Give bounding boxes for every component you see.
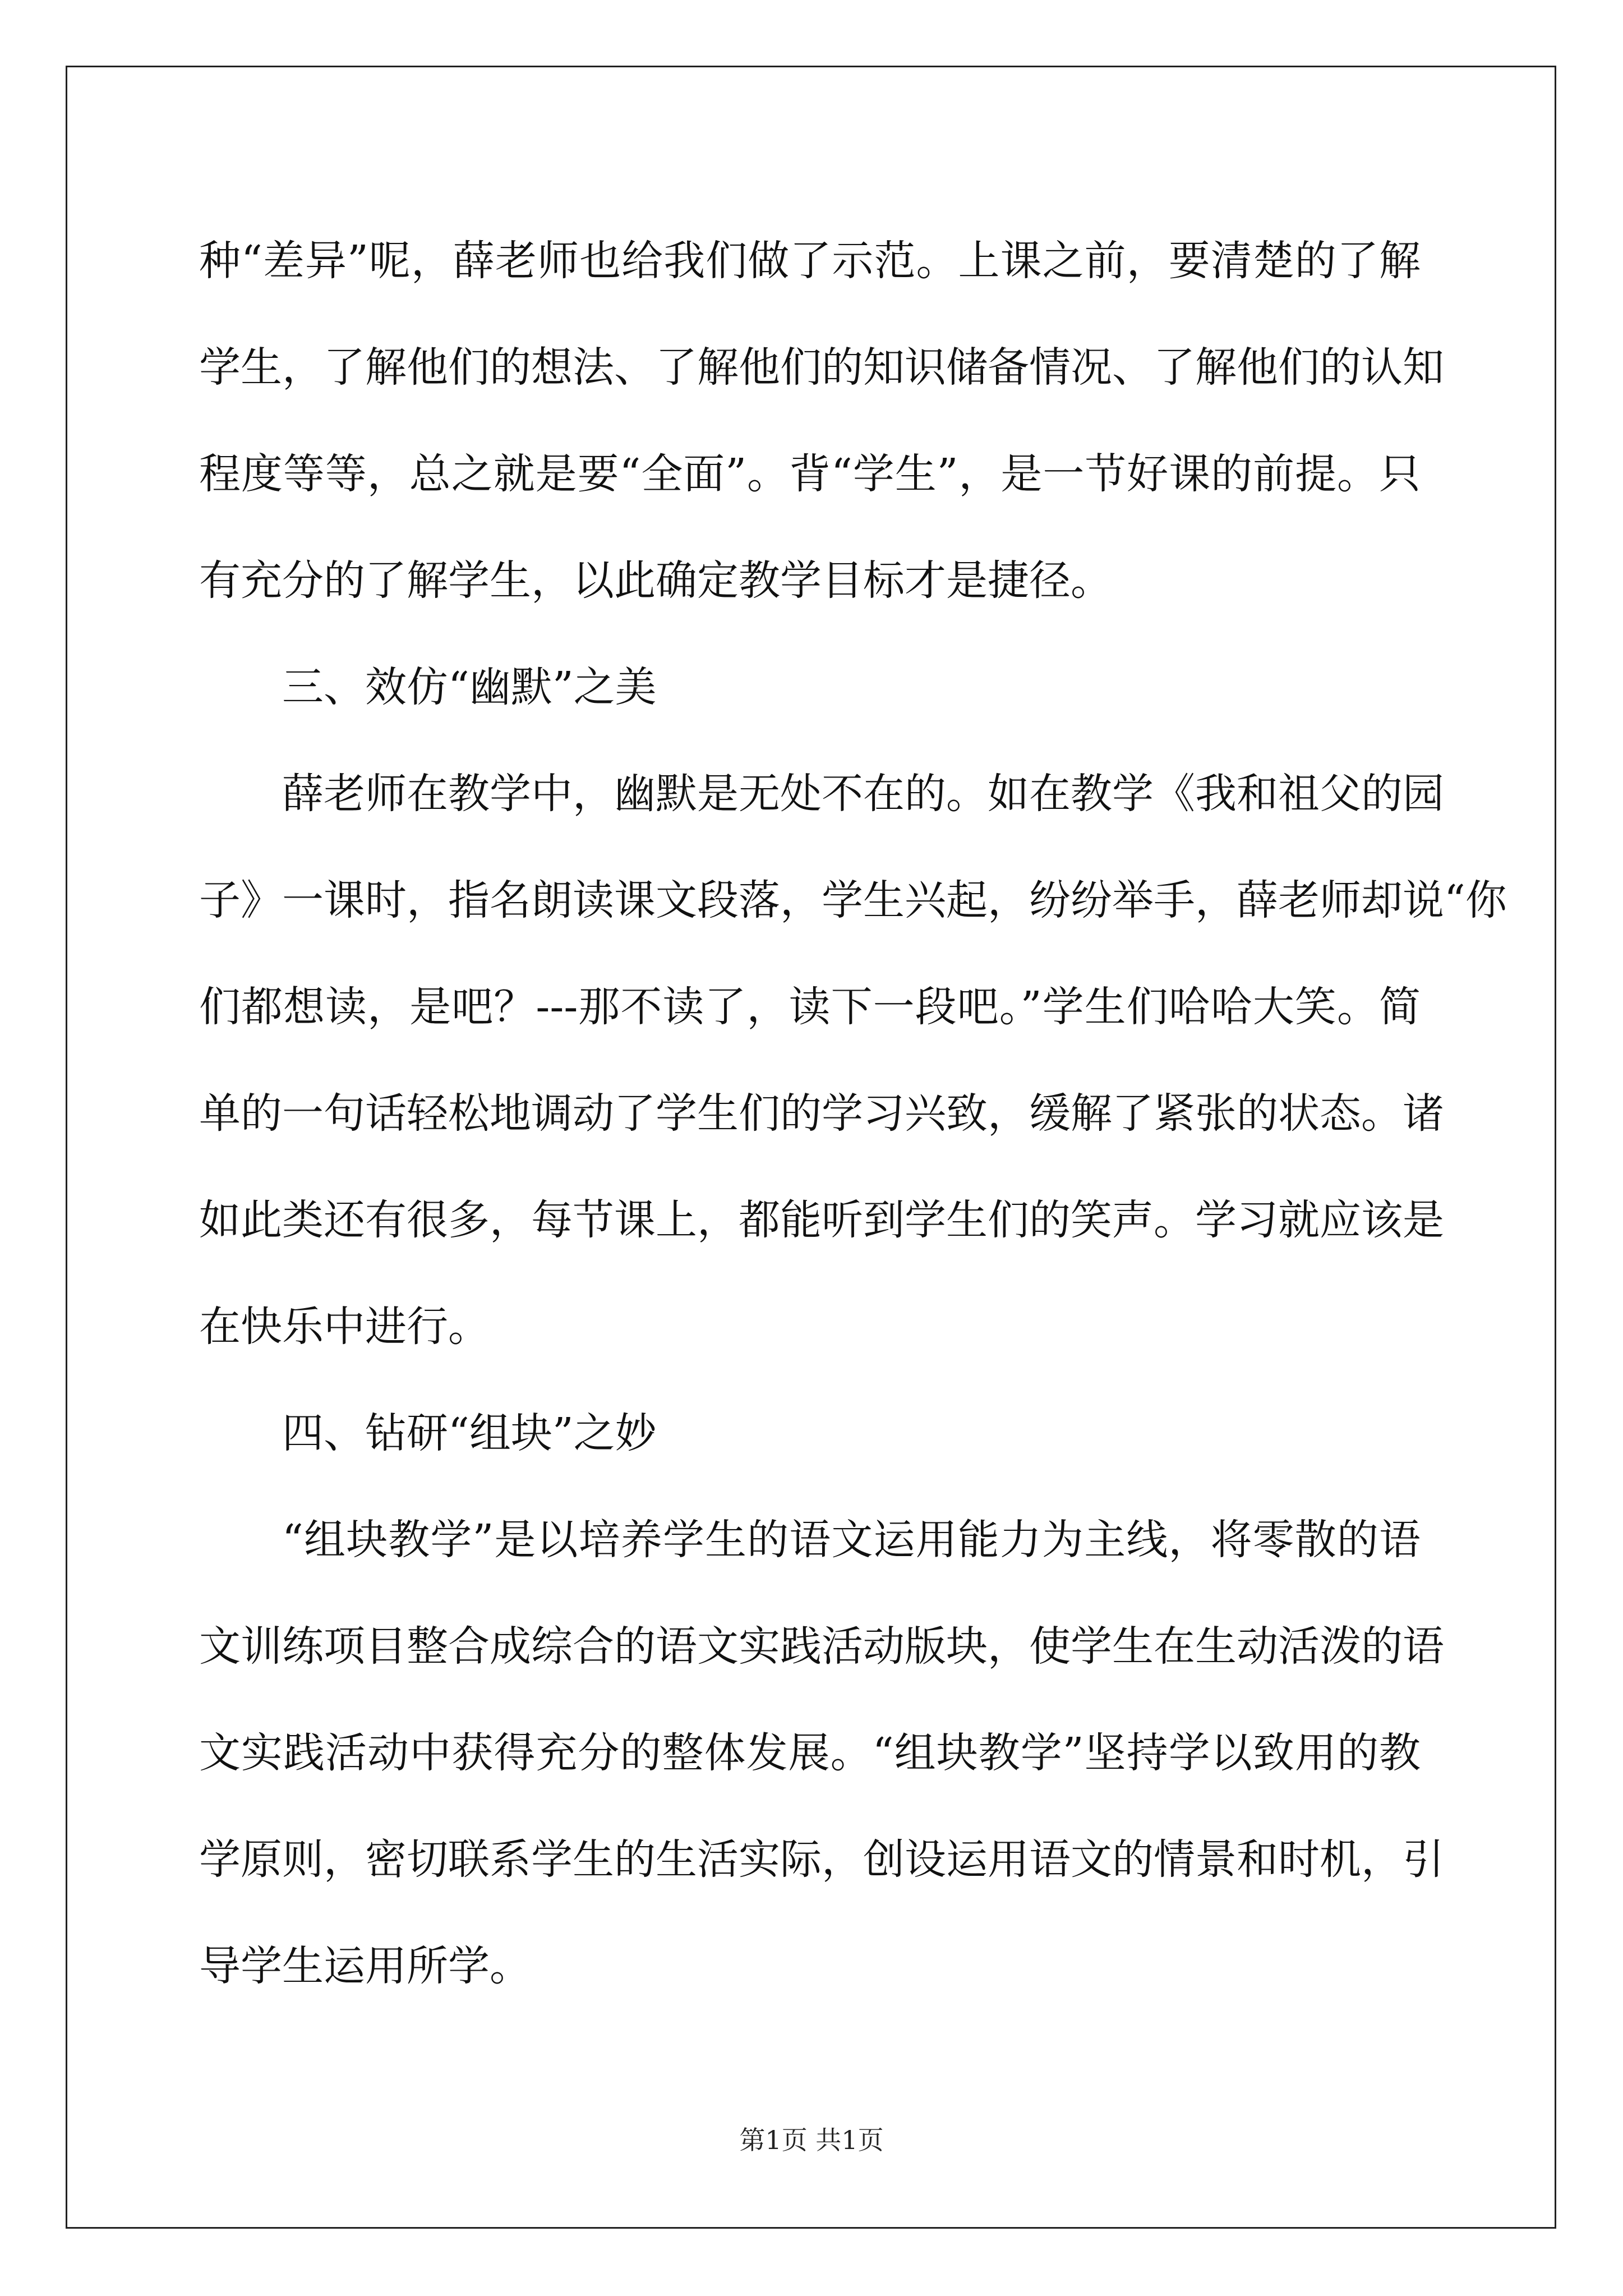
text-line: 有充分的了解学生，以此确定教学目标才是捷径。 <box>199 556 1112 605</box>
text-line: 子》一课时，指名朗读课文段落，学生兴起，纷纷举手，薛老师却说“你 <box>199 876 1507 924</box>
text-line: 导学生运用所学。 <box>199 1942 531 1990</box>
text-line: 文训练项目整合成综合的语文实践活动版块，使学生在生动活泼的语 <box>199 1622 1444 1671</box>
text-line: 如此类还有很多，每节课上，都能听到学生们的笑声。学习就应该是 <box>199 1196 1444 1244</box>
text-line: 文实践活动中获得充分的整体发展。“组块教学”坚持学以致用的教 <box>199 1729 1421 1777</box>
text-line: 在快乐中进行。 <box>199 1303 490 1351</box>
text-line: “组块教学”是以培养学生的语文运用能力为主线，将零散的语 <box>282 1516 1421 1564</box>
page-footer: 第1页 共1页 <box>739 2125 884 2155</box>
section-heading: 三、效仿“幽默”之美 <box>282 663 657 711</box>
text-line: 学原则，密切联系学生的生活实际，创设运用语文的情景和时机，引 <box>199 1835 1444 1884</box>
section-heading: 四、钻研“组块”之妙 <box>282 1409 657 1457</box>
text-line: 薛老师在教学中，幽默是无处不在的。如在教学《我和祖父的园 <box>282 770 1444 818</box>
text-line: 程度等等，总之就是要“全面”。背“学生”，是一节好课的前提。只 <box>199 450 1421 498</box>
text-line: 们都想读，是吧？---那不读了，读下一段吧。”学生们哈哈大笑。简 <box>199 983 1421 1031</box>
text-line: 单的一句话轻松地调动了学生们的学习兴致，缓解了紧张的状态。诸 <box>199 1089 1444 1138</box>
document-body <box>199 208 1507 2019</box>
text-line: 种“差异”呢，薛老师也给我们做了示范。上课之前，要清楚的了解 <box>199 237 1421 285</box>
text-line: 学生，了解他们的想法、了解他们的知识储备情况、了解他们的认知 <box>199 343 1444 392</box>
